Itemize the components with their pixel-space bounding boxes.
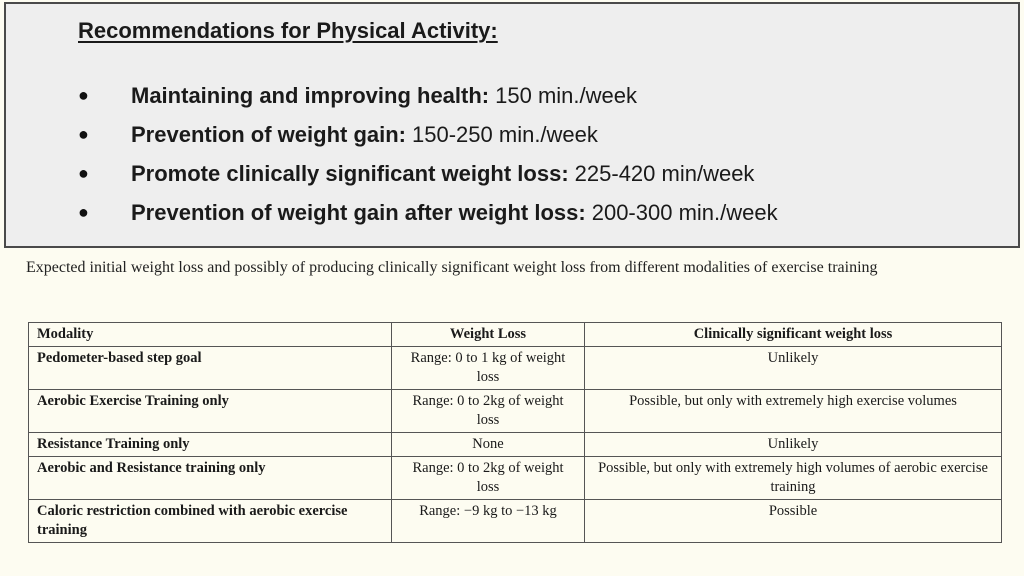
cell-modality: Pedometer-based step goal	[29, 347, 392, 390]
recommendation-label: Maintaining and improving health:	[131, 83, 490, 108]
table-caption: Expected initial weight loss and possibly of producing clinically significant weight loss from different modalities of exercise training	[26, 259, 878, 276]
recommendation-item	[78, 154, 778, 193]
bullet-icon: ●	[78, 124, 89, 144]
recommendation-item	[78, 76, 778, 115]
cell-clinically-significant: Unlikely	[585, 433, 1002, 457]
cell-modality: Caloric restriction combined with aerobic exercise training	[29, 500, 392, 543]
table-row	[29, 500, 1002, 543]
recommendations-box	[4, 2, 1020, 248]
recommendation-item	[78, 115, 778, 154]
modality-table	[28, 322, 1002, 543]
cell-clinically-significant: Possible, but only with extremely high volumes of aerobic exercise training	[585, 457, 1002, 500]
cell-clinically-significant: Possible, but only with extremely high exercise volumes	[585, 390, 1002, 433]
cell-clinically-significant: Possible	[585, 500, 1002, 543]
bullet-icon: ●	[78, 85, 89, 105]
table-header-row	[29, 323, 1002, 347]
recommendations-list	[78, 76, 778, 232]
cell-modality: Resistance Training only	[29, 433, 392, 457]
cell-weight-loss: Range: 0 to 1 kg of weight loss	[392, 347, 585, 390]
cell-weight-loss: Range: 0 to 2kg of weight loss	[392, 457, 585, 500]
table-row	[29, 390, 1002, 433]
header-weight-loss: Weight Loss	[392, 323, 585, 347]
cell-modality: Aerobic Exercise Training only	[29, 390, 392, 433]
recommendation-value: 200-300 min./week	[591, 200, 778, 225]
cell-clinically-significant: Unlikely	[585, 347, 1002, 390]
cell-weight-loss: Range: −9 kg to −13 kg	[392, 500, 585, 543]
table-row	[29, 457, 1002, 500]
recommendation-value: 150-250 min./week	[412, 122, 598, 147]
table-row	[29, 433, 1002, 457]
recommendation-label: Prevention of weight gain:	[131, 122, 407, 147]
recommendation-value: 150 min./week	[495, 83, 637, 108]
cell-modality: Aerobic and Resistance training only	[29, 457, 392, 500]
bullet-icon: ●	[78, 202, 89, 222]
recommendation-item	[78, 193, 778, 232]
header-clinically-significant: Clinically significant weight loss	[585, 323, 1002, 347]
header-modality: Modality	[29, 323, 392, 347]
recommendation-value: 225-420 min/week	[574, 161, 755, 186]
recommendation-label: Promote clinically significant weight loss:	[131, 161, 569, 186]
recommendations-title: Recommendations for Physical Activity:	[78, 18, 498, 43]
table-row	[29, 347, 1002, 390]
bullet-icon: ●	[78, 163, 89, 183]
cell-weight-loss: Range: 0 to 2kg of weight loss	[392, 390, 585, 433]
cell-weight-loss: None	[392, 433, 585, 457]
recommendation-label: Prevention of weight gain after weight loss:	[131, 200, 586, 225]
